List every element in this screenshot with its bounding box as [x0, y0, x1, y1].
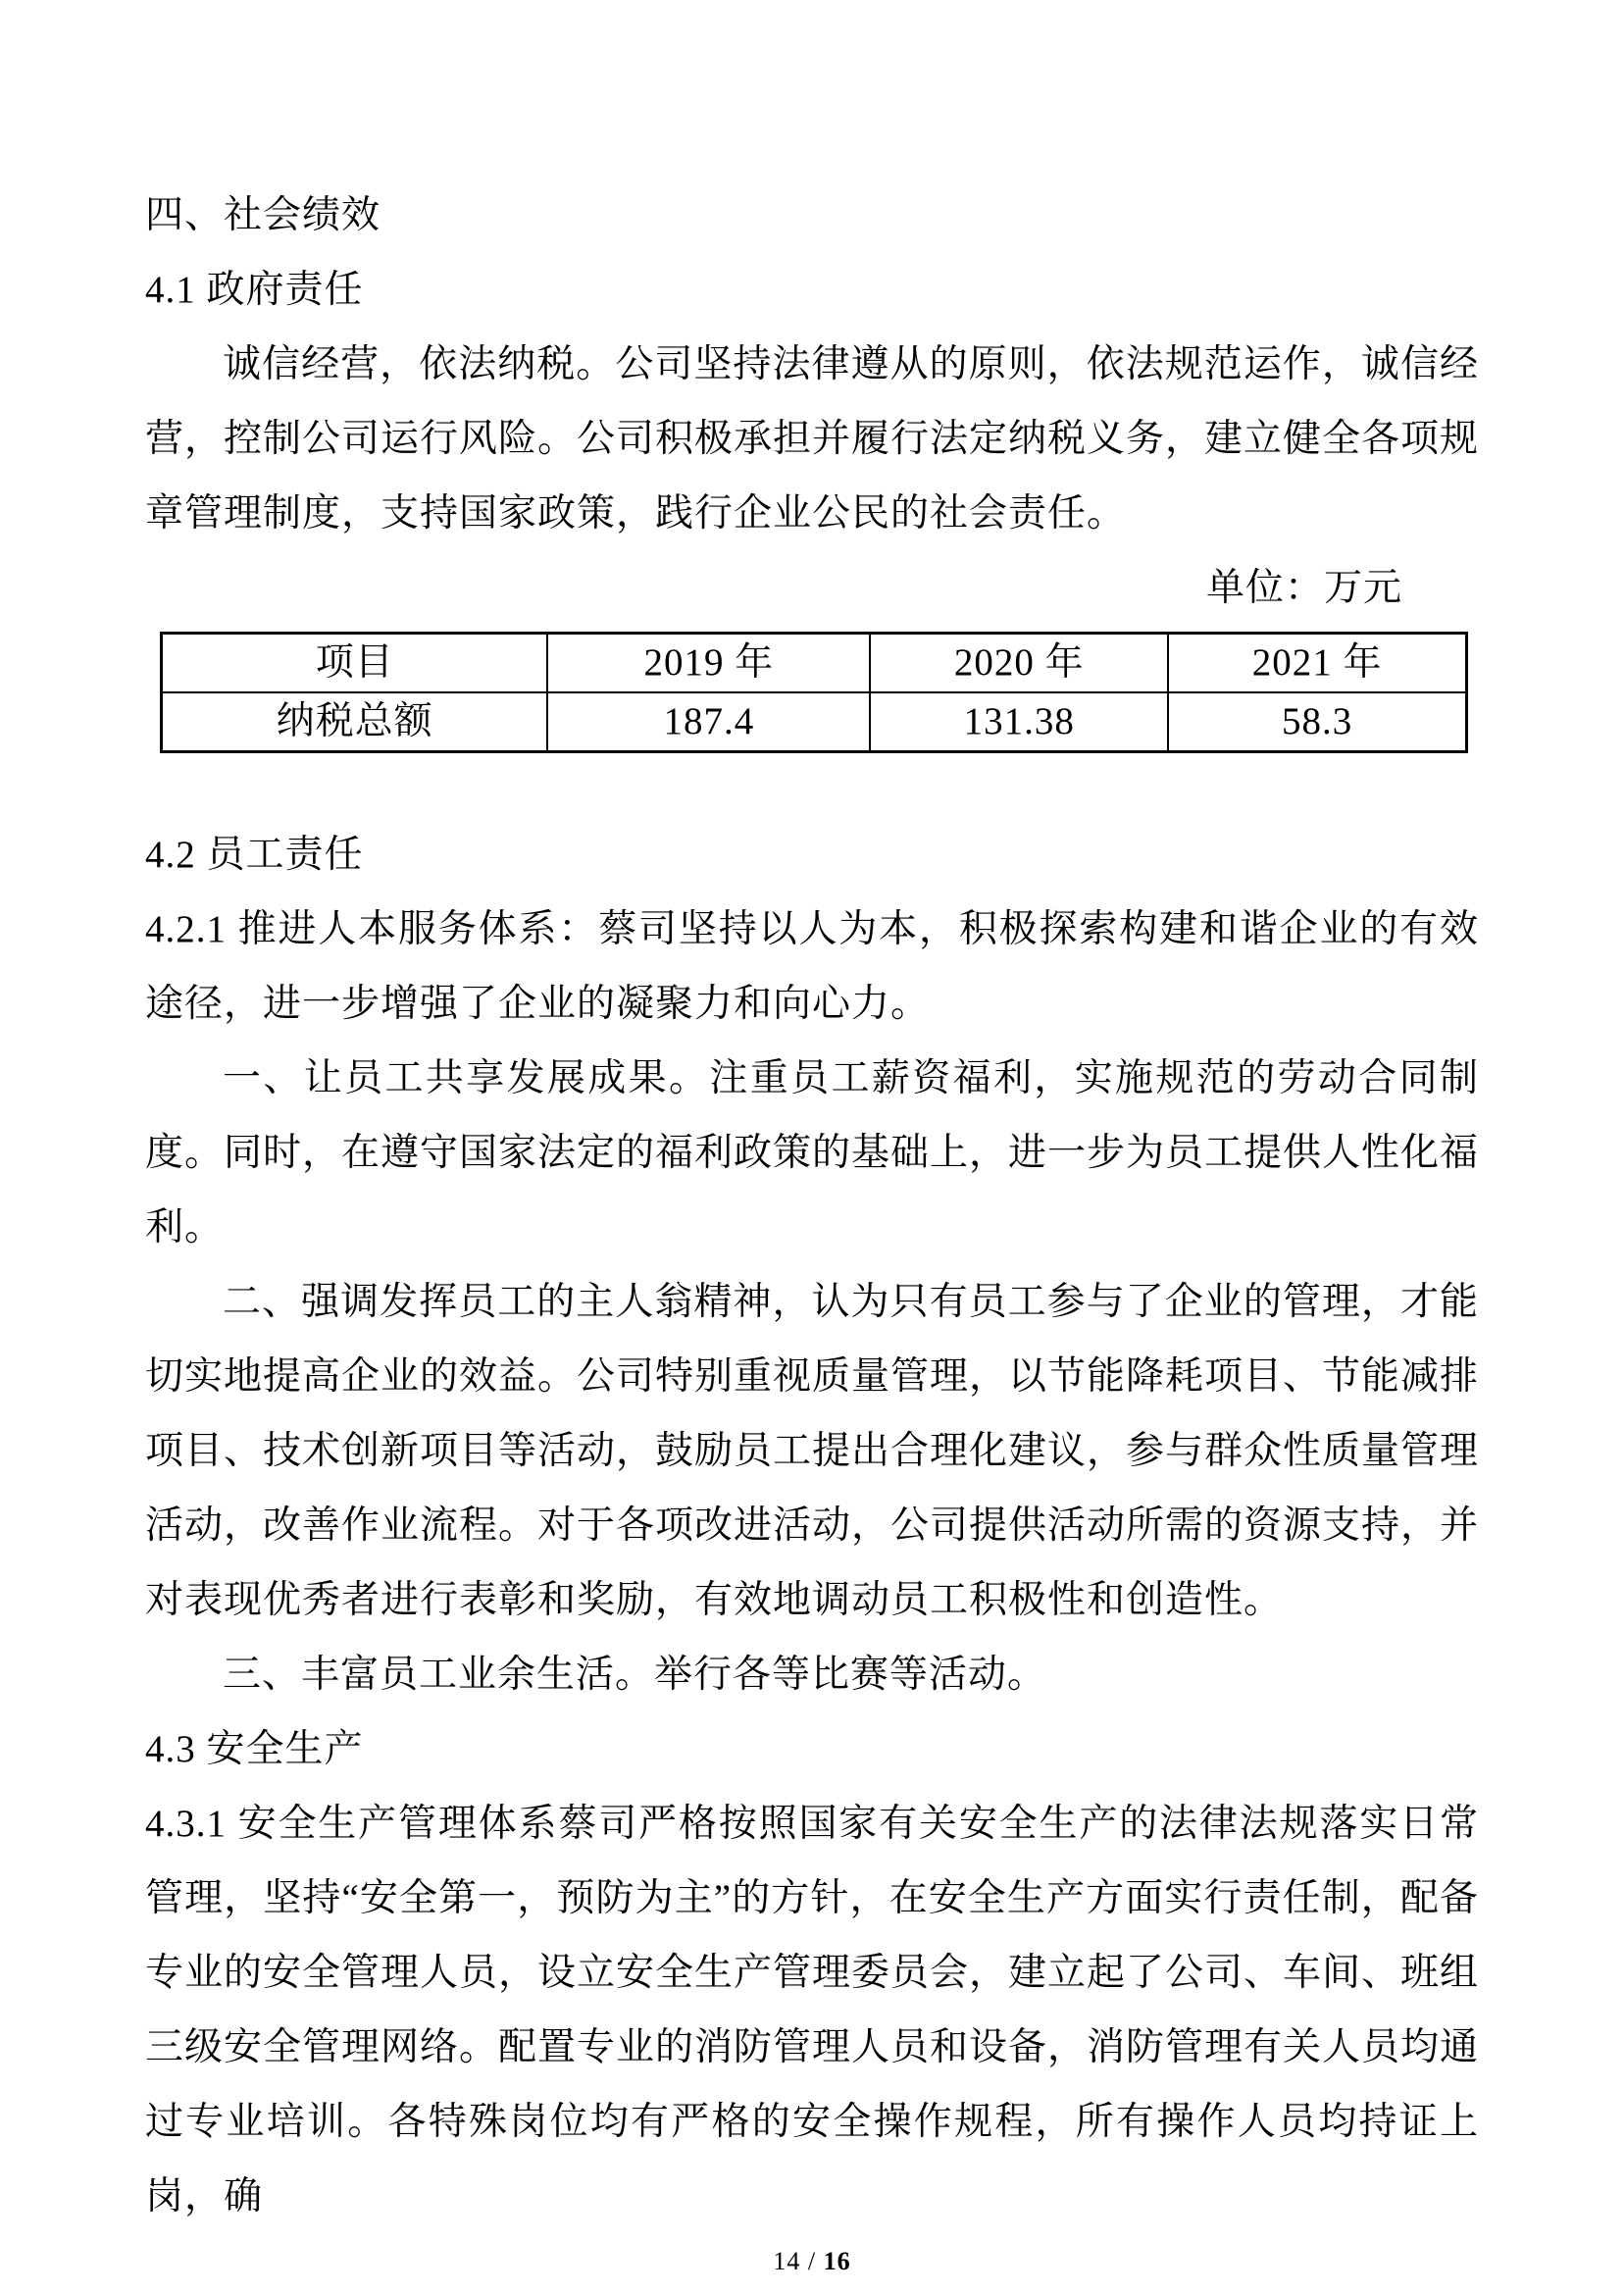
page-number-total: 16	[823, 2247, 851, 2275]
paragraph-item-1: 一、让员工共享发展成果。注重员工薪资福利，实施规范的劳动合同制度。同时，在遵守国家法定的福利政策的基础上，进一步为员工提供人性化福利。	[145, 1057, 1480, 1249]
tax-table-header-2019: 2019 年	[547, 634, 870, 693]
paragraph-4-3-1: 4.3.1 安全生产管理体系蔡司严格按照国家有关安全生产的法律法规落实日常管理，坚持“安全第一，预防为主”的方针，在安全生产方面实行责任制，配备专业的安全管理人员，设立安全生产管理委员会，建立起了公司、车间、班组三级安全管理网络。配置专业的消防管理人员和设备，消防管理有关人员均通过专业培训。各特殊岗位均有严格的安全操作规程，所有操作人员均持证上岗，确	[145, 1803, 1480, 2218]
tax-value-2020: 131.38	[870, 692, 1168, 752]
page-number-separator: /	[800, 2247, 824, 2275]
tax-table-header-row	[162, 634, 1467, 693]
section-heading-4-1: 4.1 政府责任	[145, 269, 364, 311]
tax-table-row-label: 纳税总额	[162, 692, 548, 752]
tax-table-header-item: 项目	[162, 634, 548, 693]
section-heading-4-3: 4.3 安全生产	[145, 1728, 364, 1770]
tax-table	[160, 632, 1468, 753]
paragraph-4-2-1: 4.2.1 推进人本服务体系：蔡司坚持以人为本，积极探索构建和谐企业的有效途径，进一步增强了企业的凝聚力和向心力。	[145, 908, 1479, 1025]
page-number-current: 14	[773, 2247, 801, 2275]
section-heading-4-2: 4.2 员工责任	[145, 834, 364, 876]
tax-value-2019: 187.4	[547, 692, 870, 752]
tax-value-2021: 58.3	[1168, 692, 1466, 752]
paragraph-item-2: 二、强调发挥员工的主人翁精神，认为只有员工参与了企业的管理，才能切实地提高企业的效益。公司特别重视质量管理，以节能降耗项目、节能减排项目、技术创新项目等活动，鼓励员工提出合理化建议，参与群众性质量管理活动，改善作业流程。对于各项改进活动，公司提供活动所需的资源支持，并对表现优秀者进行表彰和奖励，有效地调动员工积极性和创造性。	[145, 1281, 1480, 1621]
tax-table-header-2021: 2021 年	[1168, 634, 1466, 693]
tax-table-data-row	[162, 692, 1467, 752]
paragraph-item-3: 三、丰富员工业余生活。举行各等比赛等活动。	[223, 1654, 1047, 1696]
table-unit-label: 单位：万元	[1205, 567, 1402, 609]
paragraph-4-1: 诚信经营，依法纳税。公司坚持法律遵从的原则，依法规范运作，诚信经营，控制公司运行风险。公司积极承担并履行法定纳税义务，建立健全各项规章管理制度，支持国家政策，践行企业公民的社会责任。	[145, 343, 1480, 535]
section-heading-4: 四、社会绩效	[145, 194, 381, 236]
page-number-footer	[145, 2242, 1479, 2281]
tax-table-header-2020: 2020 年	[870, 634, 1168, 693]
